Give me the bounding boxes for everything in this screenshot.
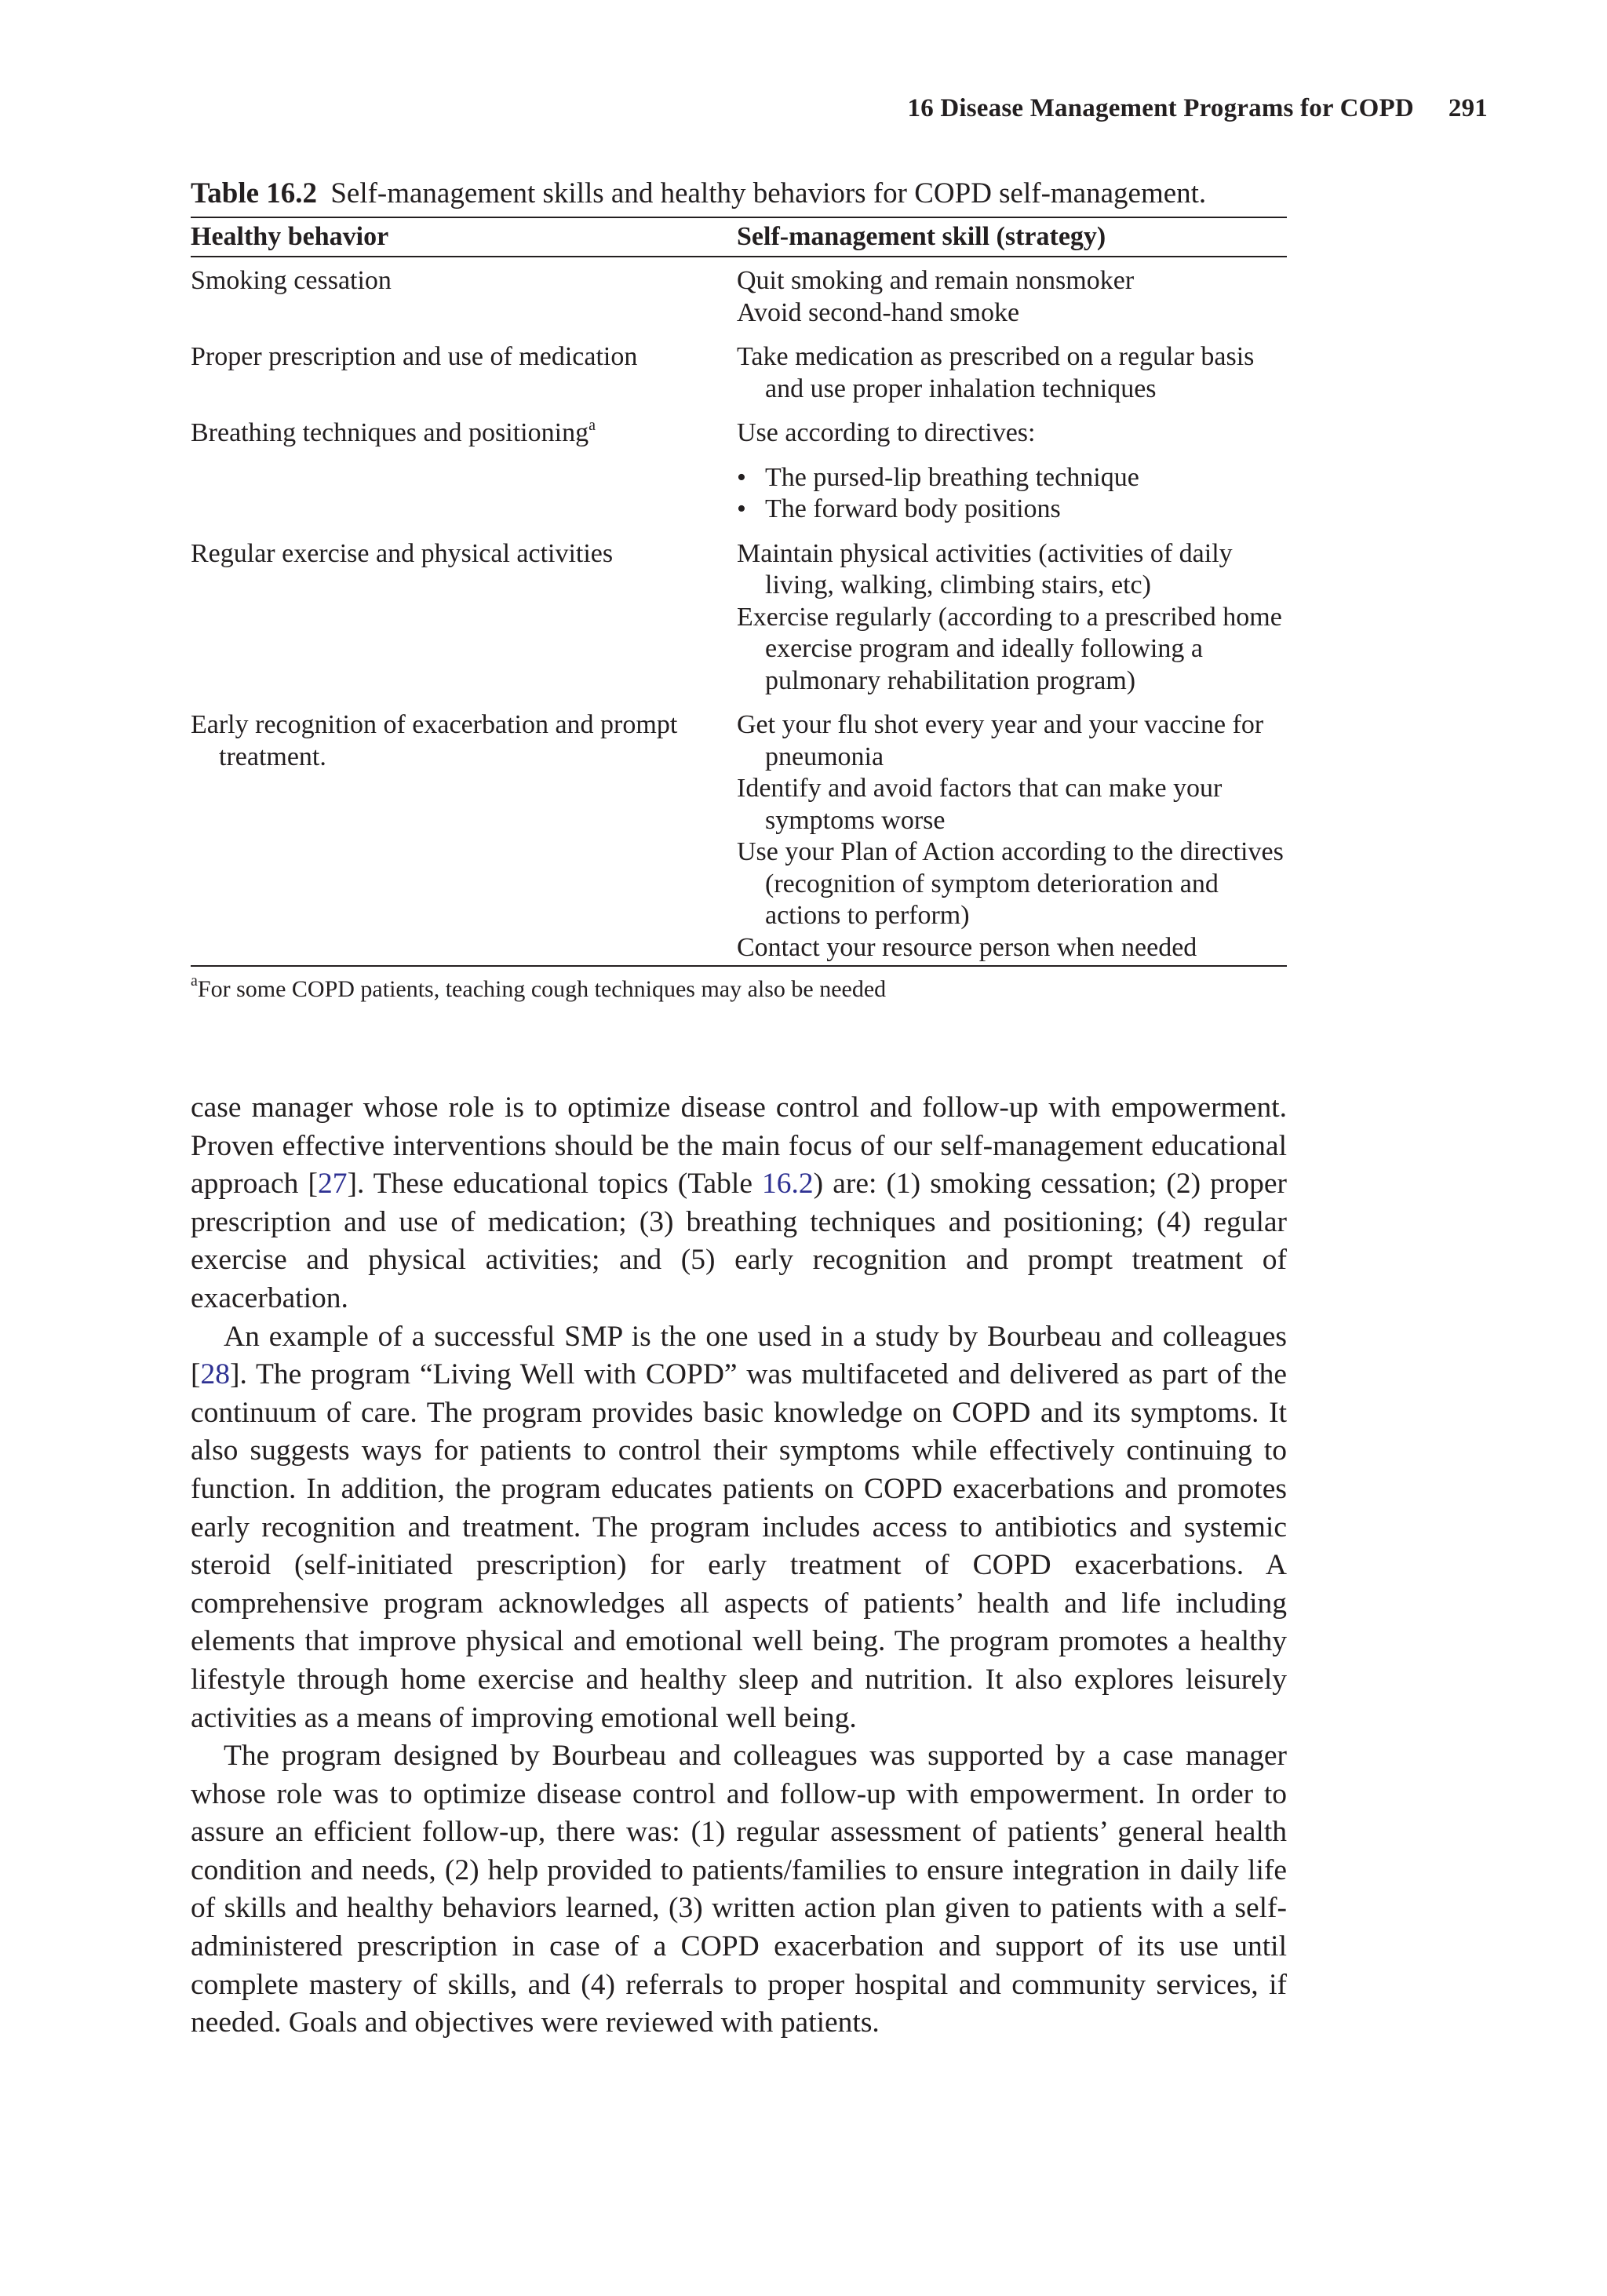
table-row (191, 702, 1287, 966)
table-caption (191, 176, 1287, 212)
footnote-mark: a (191, 972, 198, 989)
skill-line: Contact your resource person when needed (737, 932, 1197, 962)
skill-line: Quit smoking and remain nonsmoker (737, 266, 1135, 295)
skills-table (191, 217, 1287, 967)
paragraph-1 (191, 1089, 1287, 1318)
skill-cell (737, 410, 1287, 530)
table-footnote (191, 972, 1287, 1004)
footnote-text: For some COPD patients, teaching cough techniques may also be needed (197, 976, 887, 1002)
skill-line: Get your flu shot every year and your vaccine for pneumonia (737, 710, 1264, 771)
skill-line: Exercise regularly (according to a prescribed home exercise program and ideally following a pulmonary rehabilitation program) (737, 602, 1282, 695)
table-row (191, 257, 1287, 333)
column-header-behavior: Healthy behavior (191, 217, 737, 257)
paragraph-3: The program designed by Bourbeau and colleagues was supported by a case manager whose role was to optimize disease control and follow-up with empowerment. In order to assure an efficient follow-up, there was: (1) regular assessment of patients’ general health condition and needs, (2) help provided to patients/families to ensure integration in daily life of skills and healthy behaviors learned, (3) written action plan given to patients with a self-administered prescription in case of a COPD exacerbation and support of its use until complete mastery of skills, and (4) referrals to proper hospital and community services, if needed. Goals and objectives were reviewed with patients. (191, 1740, 1287, 2039)
citation-link[interactable]: 28 (200, 1358, 230, 1391)
body-text (191, 1089, 1287, 2043)
chapter-title: 16 Disease Management Programs for COPD (907, 94, 1414, 122)
citation-link[interactable]: 27 (317, 1168, 348, 1201)
skill-line: Use according to directives: (737, 418, 1036, 447)
page-number: 291 (1448, 94, 1488, 122)
bullet-item: • The pursed-lip breathing technique (737, 462, 1287, 494)
behavior-cell: Proper prescription and use of medication (191, 342, 638, 371)
bullet-list (737, 462, 1287, 526)
skill-line: Use your Plan of Action according to the directives (recognition of symptom deterioration and actions to perform) (737, 837, 1284, 930)
table-16-2 (191, 176, 1287, 1004)
text-run: ) are: (1) smoking cessation; (2) proper prescription and use of medication; (3) breathing techniques and positioning; (4) regular exercise and physical activities; and (5) early recognition and prompt treatment of exacerbation. (191, 1168, 1287, 1314)
skill-line: Identify and avoid factors that can make your symptoms worse (737, 774, 1223, 835)
behavior-cell: Regular exercise and physical activities (191, 538, 614, 568)
table-row (191, 530, 1287, 702)
skill-cell (737, 702, 1287, 966)
skill-cell (737, 530, 1287, 702)
table-header-row (191, 217, 1287, 257)
skill-line: Take medication as prescribed on a regular basis and use proper inhalation techniques (737, 342, 1255, 403)
behavior-cell: Smoking cessation (191, 266, 392, 295)
behavior-cell: Early recognition of exacerbation and prompt treatment. (191, 702, 737, 966)
column-header-skill: Self-management skill (strategy) (737, 217, 1287, 257)
skill-line: Maintain physical activities (activities of daily living, walking, climbing stairs, etc) (737, 538, 1233, 600)
skill-cell (737, 333, 1287, 410)
paragraph-2 (191, 1318, 1287, 1738)
table-caption-text: Self-management skills and healthy behaviors for COPD self-management. (330, 177, 1207, 210)
bullet-item: • The forward body positions (737, 494, 1287, 526)
table-row (191, 333, 1287, 410)
behavior-text: Breathing techniques and positioning (191, 418, 589, 447)
table-reference-link[interactable]: 16.2 (762, 1168, 814, 1201)
running-head (908, 94, 1488, 123)
text-run: ]. The program “Living Well with COPD” was multifaceted and delivered as part of the continuum of care. The program provides basic knowledge on COPD and its symptoms. It also suggests ways for patients to control their symptoms while effectively continuing to function. In addition, the program educates patients on COPD exacerbations and promotes early recognition and treatment. The program includes access to antibiotics and systemic steroid (self-initiated prescription) for early treatment of COPD exacerbations. A comprehensive program acknowledges all aspects of patients’ health and life including elements that improve physical and emotional well being. The program promotes a healthy lifestyle through home exercise and healthy sleep and nutrition. It also explores leisurely activities as a means of improving emotional well being. (191, 1358, 1287, 1734)
table-label: Table 16.2 (191, 177, 318, 210)
text-run: An example of a successful SMP is the one used in a study by Bourbeau and colleagues [ (191, 1320, 1287, 1391)
footnote-marker: a (589, 417, 596, 434)
text-run: case manager whose role is to optimize disease control and follow-up with empowerment. Proven effective interventions should be the main focus of our self-management educational approach [ (191, 1092, 1287, 1201)
skill-cell (737, 257, 1287, 333)
skill-line: Avoid second-hand smoke (737, 297, 1020, 327)
table-row (191, 410, 1287, 530)
behavior-cell (191, 410, 737, 530)
text-run: ]. These educational topics (Table (347, 1168, 763, 1201)
